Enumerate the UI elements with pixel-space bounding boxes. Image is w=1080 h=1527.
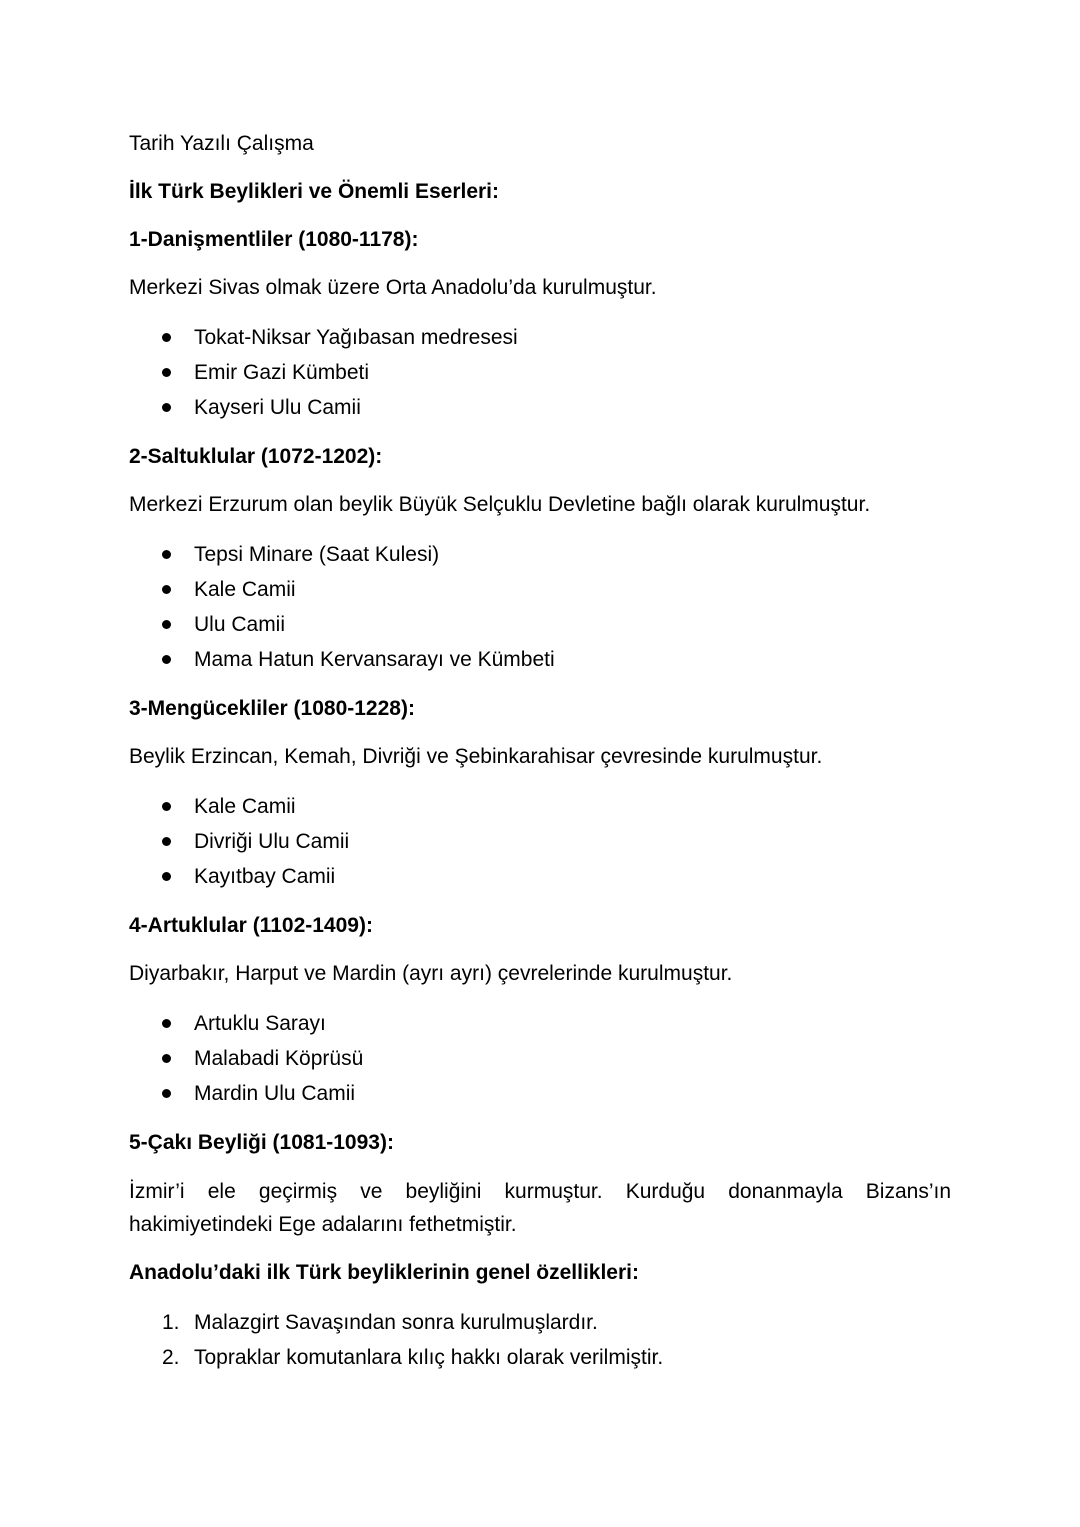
bullet-icon	[162, 550, 171, 559]
section-heading: 2-Saltuklular (1072-1202):	[129, 445, 383, 468]
list-item: 1. Malazgirt Savaşından sonra kurulmuşlardır.	[129, 1305, 951, 1340]
list-item: Malabadi Köprüsü	[129, 1041, 951, 1076]
list-item: Mama Hatun Kervansarayı ve Kümbeti	[129, 642, 951, 677]
bullet-list	[129, 789, 951, 894]
list-item: Emir Gazi Kümbeti	[129, 355, 951, 390]
list-number: 2.	[162, 1346, 180, 1369]
bullet-icon	[162, 585, 171, 594]
bullet-list	[129, 1006, 951, 1111]
list-item: Divriği Ulu Camii	[129, 824, 951, 859]
bullet-icon	[162, 1054, 171, 1063]
numbered-list	[129, 1305, 951, 1375]
bullet-icon	[162, 802, 171, 811]
document-title: Tarih Yazılı Çalışma	[129, 132, 314, 155]
bullet-icon	[162, 368, 171, 377]
section-description: Diyarbakır, Harput ve Mardin (ayrı ayrı) çevrelerinde kurulmuştur.	[129, 962, 733, 985]
section-description: Merkezi Sivas olmak üzere Orta Anadolu’da kurulmuştur.	[129, 276, 657, 299]
bullet-icon	[162, 1019, 171, 1028]
document-page	[129, 128, 951, 1375]
section-heading: 5-Çakı Beyliği (1081-1093):	[129, 1131, 394, 1154]
list-item: Kayıtbay Camii	[129, 859, 951, 894]
section-description: İzmir’i ele geçirmiş ve beyliğini kurmuştur. Kurduğu donanmayla Bizans’ın hakimiyetindeki Ege adalarını fethetmiştir.	[129, 1180, 951, 1236]
bullet-icon	[162, 333, 171, 342]
list-item: Kayseri Ulu Camii	[129, 390, 951, 425]
bullet-icon	[162, 655, 171, 664]
bullet-list	[129, 537, 951, 677]
list-item: Tokat-Niksar Yağıbasan medresesi	[129, 320, 951, 355]
list-item: Artuklu Sarayı	[129, 1006, 951, 1041]
section-heading: 4-Artuklular (1102-1409):	[129, 914, 373, 937]
section-description: Beylik Erzincan, Kemah, Divriği ve Şebinkarahisar çevresinde kurulmuştur.	[129, 745, 823, 768]
features-heading: Anadolu’daki ilk Türk beyliklerinin genel özellikleri:	[129, 1261, 639, 1284]
main-heading: İlk Türk Beylikleri ve Önemli Eserleri:	[129, 180, 500, 203]
list-item: Mardin Ulu Camii	[129, 1076, 951, 1111]
section-heading: 3-Mengücekliler (1080-1228):	[129, 697, 415, 720]
section-description: Merkezi Erzurum olan beylik Büyük Selçuklu Devletine bağlı olarak kurulmuştur.	[129, 493, 871, 516]
bullet-icon	[162, 1089, 171, 1098]
bullet-icon	[162, 403, 171, 412]
list-item: 2. Topraklar komutanlara kılıç hakkı olarak verilmiştir.	[129, 1340, 951, 1375]
bullet-icon	[162, 837, 171, 846]
list-item: Tepsi Minare (Saat Kulesi)	[129, 537, 951, 572]
list-number: 1.	[162, 1311, 180, 1334]
bullet-list	[129, 320, 951, 425]
list-item: Kale Camii	[129, 572, 951, 607]
bullet-icon	[162, 872, 171, 881]
list-item: Ulu Camii	[129, 607, 951, 642]
bullet-icon	[162, 620, 171, 629]
section-heading: 1-Danişmentliler (1080-1178):	[129, 228, 419, 251]
list-item: Kale Camii	[129, 789, 951, 824]
